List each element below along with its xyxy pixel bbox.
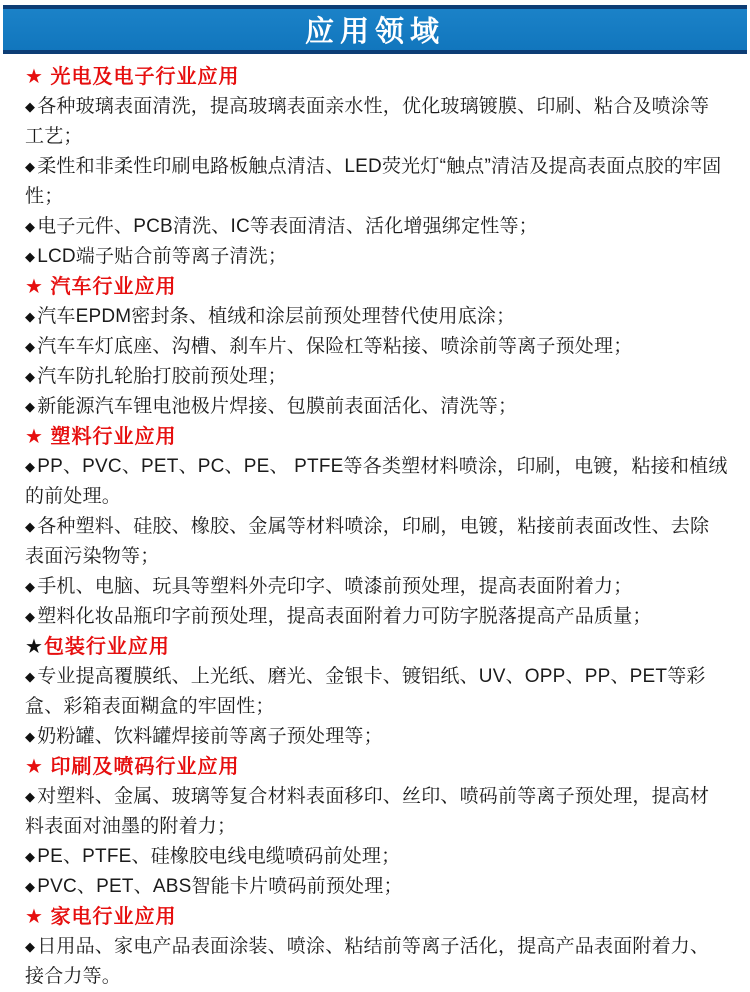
section-optoelectronics (25, 62, 728, 272)
star-icon: ★ (25, 756, 51, 778)
star-icon: ★ (25, 276, 51, 298)
bullet-item (25, 512, 728, 572)
bullet-text: 汽车EPDM密封条、植绒和涂层前预处理替代使用底涂； (37, 306, 516, 327)
section-heading (25, 632, 728, 662)
bullet-item (25, 572, 728, 602)
bullet-item (25, 392, 728, 422)
bullet-text: PVC、PET、ABS智能卡片喷码前预处理； (37, 876, 403, 897)
bullet-text: 新能源汽车锂电池极片焊接、包膜前表面活化、清洗等； (37, 396, 518, 417)
bullet-item (25, 722, 728, 752)
diamond-bullet-icon: ◆ (25, 219, 36, 234)
diamond-bullet-icon: ◆ (25, 339, 36, 354)
bullet-item (25, 662, 728, 722)
diamond-bullet-icon: ◆ (25, 849, 36, 864)
diamond-bullet-icon: ◆ (25, 249, 36, 264)
bullet-text: 专业提高覆膜纸、上光纸、磨光、金银卡、镀铝纸、UV、OPP、PP、PET等彩盒、彩箱表面糊盒的牢固性； (25, 666, 706, 717)
section-heading (25, 62, 728, 92)
bullet-text: PE、PTFE、硅橡胶电线电缆喷码前处理； (37, 846, 401, 867)
bullet-text: 日用品、家电产品表面涂装、喷涂、粘结前等离子活化，提高产品表面附着力、接合力等。 (25, 936, 710, 987)
bullet-item (25, 602, 728, 632)
content-area (0, 54, 750, 992)
bullet-item (25, 332, 728, 362)
bullet-text: 汽车防扎轮胎打胶前预处理； (37, 366, 287, 387)
bullet-item (25, 242, 728, 272)
bullet-item (25, 212, 728, 242)
bullet-text: 柔性和非柔性印刷电路板触点清洁、LED荧光灯“触点”清洁及提高表面点胶的牢固性； (25, 156, 722, 207)
diamond-bullet-icon: ◆ (25, 309, 36, 324)
bullet-item (25, 932, 728, 992)
section-heading (25, 422, 728, 452)
page-root (0, 5, 750, 992)
bullet-item (25, 362, 728, 392)
bullet-item (25, 152, 728, 212)
diamond-bullet-icon: ◆ (25, 729, 36, 744)
bullet-item (25, 872, 728, 902)
diamond-bullet-icon: ◆ (25, 939, 36, 954)
section-heading-text: 家电行业应用 (50, 906, 177, 928)
section-heading (25, 902, 728, 932)
section-heading (25, 272, 728, 302)
section-printing-coding (25, 752, 728, 902)
bullet-text: PP、PVC、PET、PC、PE、 PTFE等各类塑材料喷涂，印刷，电镀，粘接和植绒的前处理。 (25, 456, 728, 507)
section-plastics (25, 422, 728, 632)
diamond-bullet-icon: ◆ (25, 99, 36, 114)
bullet-item (25, 842, 728, 872)
section-heading-text: 包装行业应用 (43, 636, 170, 658)
bullet-text: 对塑料、金属、玻璃等复合材料表面移印、丝印、喷码前等离子预处理，提高材料表面对油墨的附着力； (25, 786, 710, 837)
diamond-bullet-icon: ◆ (25, 669, 36, 684)
bullet-item (25, 452, 728, 512)
diamond-bullet-icon: ◆ (25, 789, 36, 804)
section-heading-text: 汽车行业应用 (50, 276, 177, 298)
diamond-bullet-icon: ◆ (25, 609, 36, 624)
bullet-item (25, 302, 728, 332)
section-heading-text: 印刷及喷码行业应用 (50, 756, 240, 778)
diamond-bullet-icon: ◆ (25, 879, 36, 894)
bullet-text: 手机、电脑、玩具等塑料外壳印字、喷漆前预处理，提高表面附着力； (37, 576, 633, 597)
diamond-bullet-icon: ◆ (25, 159, 36, 174)
bullet-text: 各种塑料、硅胶、橡胶、金属等材料喷涂，印刷，电镀，粘接前表面改性、去除表面污染物等； (25, 516, 710, 567)
bullet-item (25, 782, 728, 842)
star-icon: ★ (25, 426, 51, 448)
bullet-text: 电子元件、PCB清洗、IC等表面清洁、活化增强绑定性等； (37, 216, 538, 237)
section-packaging (25, 632, 728, 752)
star-icon: ★ (25, 906, 51, 928)
diamond-bullet-icon: ◆ (25, 579, 36, 594)
diamond-bullet-icon: ◆ (25, 459, 36, 474)
section-heading (25, 752, 728, 782)
section-heading-text: 光电及电子行业应用 (50, 66, 240, 88)
diamond-bullet-icon: ◆ (25, 519, 36, 534)
section-heading-text: 塑料行业应用 (50, 426, 177, 448)
diamond-bullet-icon: ◆ (25, 369, 36, 384)
header-banner (3, 5, 747, 54)
section-home-appliances (25, 902, 728, 992)
bullet-text: 汽车车灯底座、沟槽、刹车片、保险杠等粘接、喷涂前等离子预处理； (37, 336, 633, 357)
star-icon: ★ (25, 66, 51, 88)
bullet-text: 各种玻璃表面清洗，提高玻璃表面亲水性，优化玻璃镀膜、印刷、粘合及喷涂等工艺； (25, 96, 710, 147)
bullet-text: 塑料化妆品瓶印字前预处理，提高表面附着力可防字脱落提高产品质量； (37, 606, 652, 627)
bullet-text: 奶粉罐、饮料罐焊接前等离子预处理等； (37, 726, 383, 747)
diamond-bullet-icon: ◆ (25, 399, 36, 414)
bullet-text: LCD端子贴合前等离子清洗； (37, 246, 288, 267)
section-automotive (25, 272, 728, 422)
bullet-item (25, 92, 728, 152)
star-icon: ★ (25, 636, 44, 658)
page-title: 应用领域 (304, 16, 445, 48)
